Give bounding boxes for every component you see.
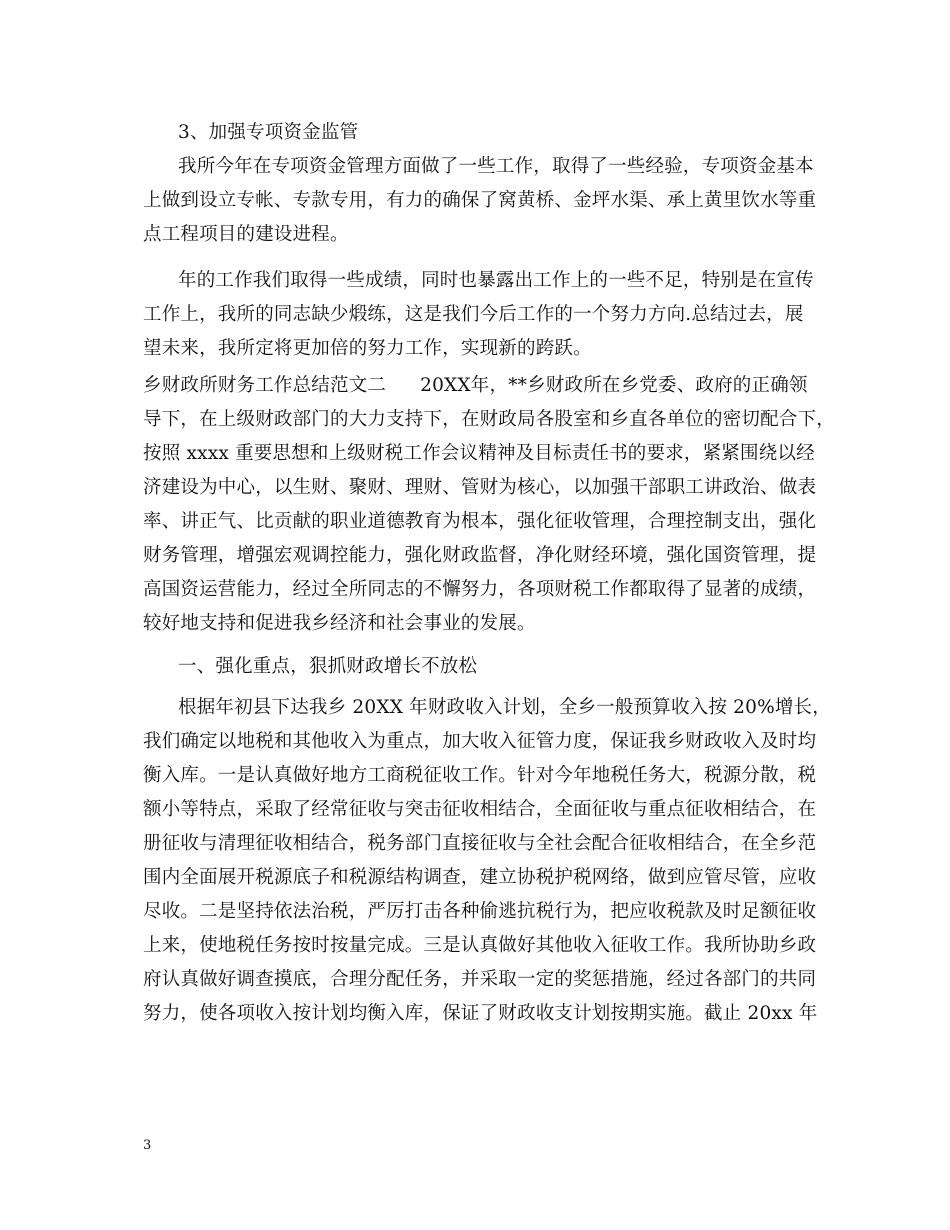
paragraph-line: 点工程项目的建设进程。 [143, 224, 349, 245]
paragraph-line: 额小等特点，采取了经常征收与突击征收相结合，全面征收与重点征收相结合，在 [143, 799, 817, 820]
paragraph-line: 导下，在上级财政部门的大力支持下，在财政局各股室和乡直各单位的密切配合下， [143, 409, 835, 430]
paragraph-line: 较好地支持和促进我乡经济和社会事业的发展。 [143, 613, 536, 634]
paragraph-line: 年的工作我们取得一些成绩，同时也暴露出工作上的一些不足，特别是在宣传 [178, 270, 814, 291]
paragraph-line: 努力，使各项收入按计划均衡入库，保证了财政收支计划按期实施。截止 20xx 年 [143, 1003, 818, 1024]
paragraph-line: 率、讲正气、比贡献的职业道德教育为根本，强化征收管理，合理控制支出，强化 [143, 511, 817, 532]
section-heading: 一、强化重点，狠抓财政增长不放松 [178, 656, 478, 677]
paragraph-line: 根据年初县下达我乡 20XX 年财政收入计划，全乡一般预算收入按 20%增长， [178, 697, 831, 718]
paragraph-line: 衡入库。一是认真做好地方工商税征收工作。针对今年地税任务大，税源分散，税 [143, 765, 817, 786]
paragraph-line: 册征收与清理征收相结合，税务部门直接征收与全社会配合征收相结合，在全乡范 [143, 833, 817, 854]
paragraph-line: 我所今年在专项资金管理方面做了一些工作，取得了一些经验，专项资金基本 [178, 156, 814, 177]
paragraph-line: 尽收。二是坚持依法治税，严厉打击各种偷逃抗税行为，把应收税款及时足额征收 [143, 901, 817, 922]
paragraph-line: 围内全面展开税源底子和税源结构调查，建立协税护税网络，做到应管尽管，应收 [143, 867, 817, 888]
paragraph-line: 上做到设立专帐、专款专用，有力的确保了窝黄桥、金坪水渠、承上黄里饮水等重 [143, 190, 817, 211]
paragraph-line: 府认真做好调查摸底，合理分配任务，并采取一定的奖惩措施，经过各部门的共同 [143, 969, 817, 990]
article-title-line [143, 374, 808, 398]
paragraph-line: 济建设为中心，以生财、聚财、理财、管财为核心，以加强干部职工讲政治、做表 [143, 477, 817, 498]
paragraph-line: 上来，使地税任务按时按量完成。三是认真做好其他收入征收工作。我所协助乡政 [143, 935, 817, 956]
paragraph-start: 20XX年，**乡财政所在乡党委、政府的正确领 [420, 375, 808, 396]
paragraph-line: 高国资运营能力，经过全所同志的不懈努力，各项财税工作都取得了显著的成绩， [143, 579, 817, 600]
section-heading: 3、加强专项资金监管 [178, 122, 359, 143]
paragraph-line: 望未来，我所定将更加倍的努力工作，实现新的跨跃。 [143, 338, 592, 359]
paragraph-line: 按照 xxxx 重要思想和上级财税工作会议精神及目标责任书的要求，紧紧围绕以经 [143, 443, 815, 464]
article-title: 乡财政所财务工作总结范文二 [143, 375, 387, 396]
paragraph-line: 财务管理，增强宏观调控能力，强化财政监督，净化财经环境，强化国资管理，提 [143, 545, 817, 566]
paragraph-line: 我们确定以地税和其他收入为重点，加大收入征管力度，保证我乡财政收入及时均 [143, 731, 817, 752]
page-number: 3 [143, 1138, 152, 1153]
paragraph-line: 工作上，我所的同志缺少煅练，这是我们今后工作的一个努力方向.总结过去，展 [143, 304, 804, 325]
